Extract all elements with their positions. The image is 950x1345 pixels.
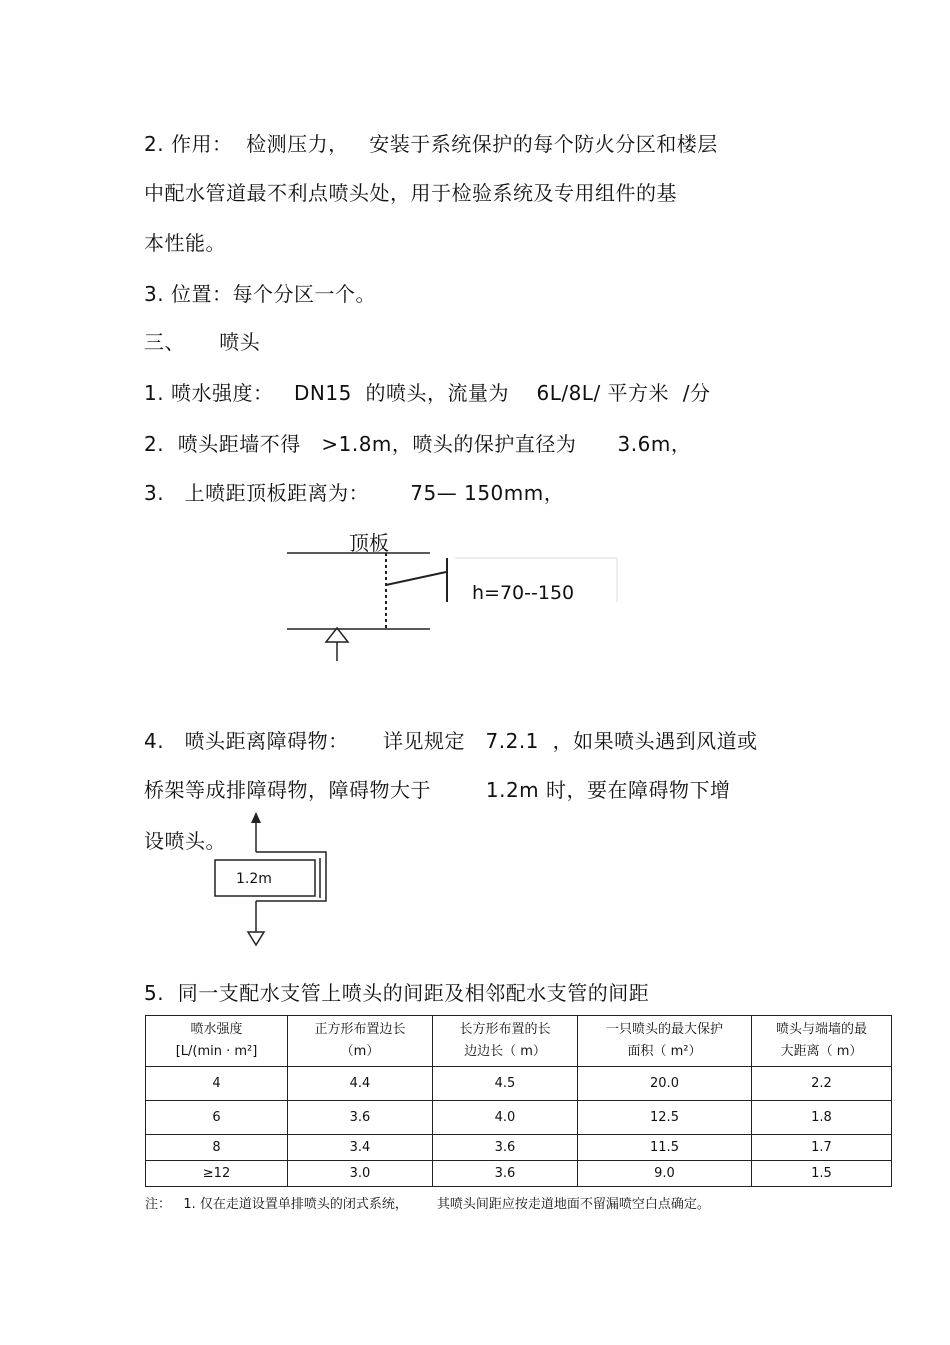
header-cell: 一只喷头的最大保护 面积（ m²） (578, 1016, 752, 1067)
para-line: 2. 作用： 检测压力， 安装于系统保护的每个防火分区和楼层 (144, 132, 718, 156)
header-cell: 喷头与端墙的最 大距离（ m） (752, 1016, 892, 1067)
table-cell: 3.0 (288, 1161, 433, 1187)
para-line: 桥架等成排障碍物，障碍物大于 1.2m 时，要在障碍物下增 (144, 778, 731, 802)
table-cell: 3.6 (288, 1101, 433, 1135)
table-cell: 4.4 (288, 1067, 433, 1101)
section-heading: 三、 喷头 (144, 330, 261, 354)
table-row (146, 1101, 892, 1135)
table-cell: ≥12 (146, 1161, 288, 1187)
table-cell: 2.2 (752, 1067, 892, 1101)
para-line: 设喷头。 (144, 829, 226, 853)
table-cell: 3.4 (288, 1135, 433, 1161)
obstruction-width-label: 1.2m (236, 871, 272, 887)
table-cell: 11.5 (578, 1135, 752, 1161)
sprinkler-head-icon (248, 932, 264, 945)
para-line: 4. 喷头距离障碍物： 详见规定 7.2.1 ，如果喷头遇到风道或 (144, 729, 758, 753)
table-cell: 12.5 (578, 1101, 752, 1135)
header-cell: 正方形布置边长 （m） (288, 1016, 433, 1067)
table-cell: 8 (146, 1135, 288, 1161)
table-cell: 4 (146, 1067, 288, 1101)
header-cell: 长方形布置的长 边边长（ m） (433, 1016, 578, 1067)
table-cell: 1.8 (752, 1101, 892, 1135)
table-cell: 1.7 (752, 1135, 892, 1161)
table-cell: 3.6 (433, 1161, 578, 1187)
para-line: 5. 同一支配水支管上喷头的间距及相邻配水支管的间距 (144, 981, 650, 1005)
table-row (146, 1161, 892, 1187)
ceiling-label: 顶板 (349, 531, 389, 555)
table-row (146, 1067, 892, 1101)
table-cell: 3.6 (433, 1135, 578, 1161)
header-cell: 喷水强度 [L/(min · m²] (146, 1016, 288, 1067)
table-cell: 1.5 (752, 1161, 892, 1187)
para-line: 中配水管道最不利点喷头处，用于检验系统及专用组件的基 (144, 181, 677, 205)
arrow-up-icon (251, 812, 261, 823)
table-cell: 4.5 (433, 1067, 578, 1101)
sprinkler-spacing-table (145, 1015, 892, 1187)
table-cell: 6 (146, 1101, 288, 1135)
table-note: 注： 1. 仅在走道设置单排喷头的闭式系统， 其喷头间距应按走道地面不留漏喷空白点确定。 (145, 1197, 710, 1212)
h-range-label: h=70--150 (472, 582, 575, 604)
table-cell: 20.0 (578, 1067, 752, 1101)
para-line: 3. 上喷距顶板距离为： 75— 150mm， (144, 481, 565, 505)
table-cell: 9.0 (578, 1161, 752, 1187)
para-line: 1. 喷水强度： DN15 的喷头，流量为 6L/8L/ 平方米 /分 (144, 381, 711, 405)
para-line: 2. 喷头距墙不得 >1.8m，喷头的保护直径为 3.6m， (144, 432, 692, 456)
table-header-row (146, 1016, 892, 1067)
table-row (146, 1135, 892, 1161)
para-line: 3. 位置：每个分区一个。 (144, 282, 376, 306)
table-cell: 4.0 (433, 1101, 578, 1135)
para-line: 本性能。 (144, 231, 226, 255)
